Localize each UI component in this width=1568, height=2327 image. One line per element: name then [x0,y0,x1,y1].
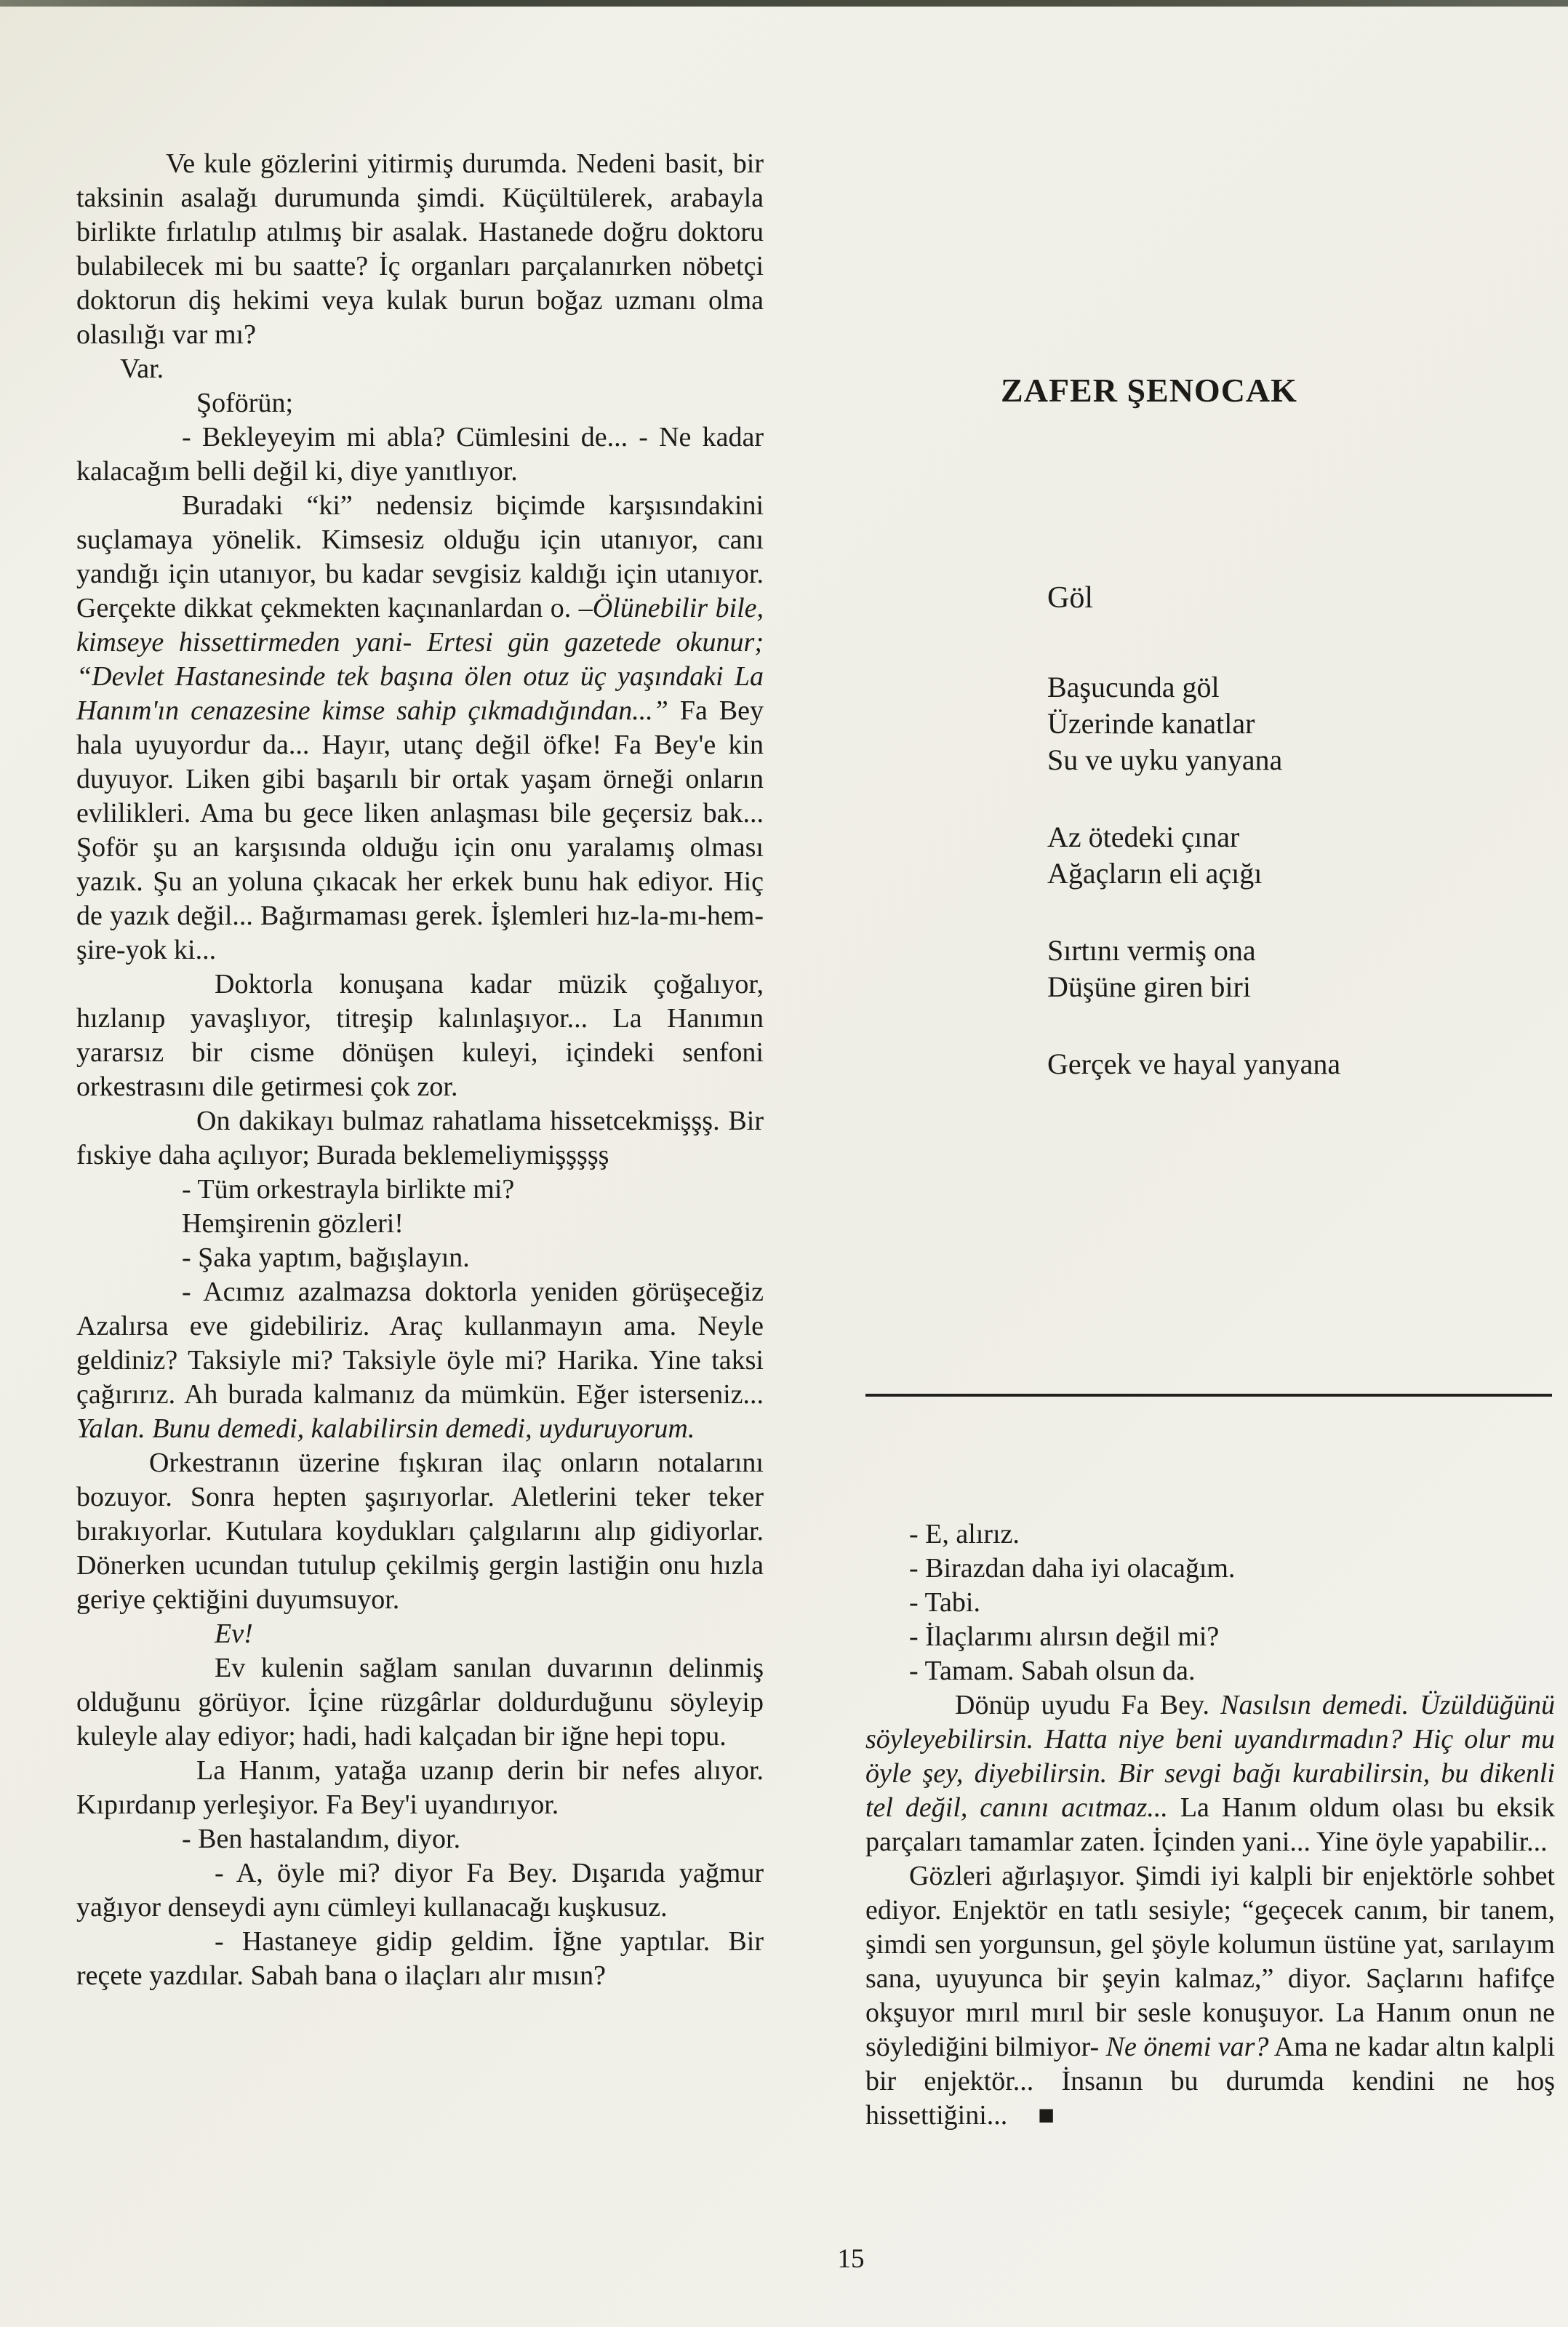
text-segment: - Acımız azalmazsa doktorla yeniden görüşeceğiz Azalırsa eve gidebiliriz. Araç kullanmayın ama. Neyle geldiniz? Taksiyle mi? Taksiyle öyle mi? Harika. Yine taksi çağırırız. Ah burada kalmanız da mümkün. Eğer isterseniz... [76,1277,764,1410]
paragraph [865,1620,1555,1654]
poem-stanza [1047,1046,1340,1082]
text-segment: Ev! [215,1618,253,1649]
text-segment: La Hanım, yatağa uzanıp derin bir nefes alıyor. Kıpırdanıp yerleşiyor. Fa Bey'i uyandırıyor. [76,1755,764,1820]
paragraph [76,1446,764,1617]
paragraph [76,1275,764,1446]
text-segment: Ne önemi var? [1105,2032,1269,2062]
paragraph [76,489,764,967]
paragraph [76,1617,764,1651]
poem-line: Su ve uyku yanyana [1047,743,1283,776]
paragraph [865,1586,1555,1620]
poem-title: Göl [1047,581,1093,615]
paragraph [76,1207,764,1241]
text-segment: –Ölünebilir bile, kimseye hissettirmeden yani- Ertesi gün gazetede okunur; “Devlet Hastanesinde tek başına ölen otuz üç yaşındaki La Hanım'ın cenazesine kimse sahip çıkmadığından...” [76,593,764,726]
text-segment: - Tamam. Sabah olsun da. [909,1656,1196,1686]
paragraph [865,1552,1555,1586]
poem-line: Başucunda göl [1047,671,1220,703]
text-segment: Doktorla konuşana kadar müzik çoğalıyor, hızlanıp yavaşlıyor, titreşip kalınlaşıyor... La Hanımın yararsız bir cisme dönüşen kuleyi, içindeki senfoni orkestrasını dile getirmesi çok zor. [76,969,764,1102]
poem-line: Üzerinde kanatlar [1047,707,1255,740]
text-segment: Orkestranın üzerine fışkıran ilaç onların notalarını bozuyor. Sonra hepten şaşırıyorlar. Aletlerini teker teker bırakıyorlar. Kutulara koydukları çalgılarını alıp gidiyorlar. Dönerken ucundan tutulup çekilmiş gergin lastiğin onu hızla geriye çektiğini duyumsuyor. [76,1448,764,1615]
text-segment: Yalan. Bunu demedi, kalabilirsin demedi, uyduruyorum. [76,1413,695,1444]
paragraph [865,1859,1555,2133]
paragraph [76,1925,764,1993]
text-segment: Nasılsın demedi. Üzüldüğünü söyleyebilirsin. Hatta niye beni uyandırmadın? Hiç olur mu öyle şey, diyebilirsin. Bir sevgi bağı kurabilirsin, bu dikenli tel değil, canını acıtmaz... [865,1690,1556,1823]
paragraph [865,1517,1555,1552]
text-segment: Şoförün; [196,388,293,418]
text-segment: Dönüp uyudu Fa Bey. [955,1690,1221,1720]
page-number: 15 [837,2244,865,2274]
text-segment: Var. [120,354,164,384]
text-segment: - A, öyle mi? diyor Fa Bey. Dışarıda yağmur yağıyor denseydi aynı cümleyi kullanacağı kuşkusuz. [76,1858,764,1923]
poem-stanza [1047,669,1340,778]
paragraph [76,420,764,489]
text-segment: Buradaki “ki” nedensiz biçimde karşısındakini suçlamaya yönelik. Kimsesiz olduğu için utanıyor, canı yandığı için utanıyor, bu kadar sevgisiz kaldığı için utanıyor. Gerçekte dikkat çekmekten kaçınanlardan o. [76,490,764,623]
paragraph [865,1654,1555,1688]
text-segment: On dakikayı bulmaz rahatlama hissetcekmişşş. Bir fıskiye daha açılıyor; Burada beklemeliymişşşşş [76,1106,764,1170]
left-text-column [76,147,764,1993]
paragraph [76,386,764,420]
text-segment: - Ben hastalandım, diyor. [182,1824,461,1854]
paragraph [865,1688,1555,1859]
poem-stanza [1047,933,1340,1005]
paragraph [76,1241,764,1275]
text-segment: - Tüm orkestrayla birlikte mi? [182,1174,515,1205]
poem-line: Az ötedeki çınar [1047,821,1240,853]
poem-line: Düşüne giren biri [1047,970,1251,1003]
text-segment: - Birazdan daha iyi olacağım. [909,1553,1236,1584]
text-segment: - E, alırız. [909,1519,1020,1549]
text-segment: - Bekleyeyim mi abla? Cümlesini de... - Ne kadar kalacağım belli değil ki, diye yanıtlıyor. [76,422,764,487]
paragraph [76,1856,764,1925]
paragraph [76,967,764,1104]
text-segment: Ve kule gözlerini yitirmiş durumda. Nedeni basit, bir taksinin asalağı durumunda şimdi. Küçültülerek, arabayla birlikte fırlatılıp atılmış bir asalak. Hastanede doğru doktoru bulabilecek mi bu saatte? İç organları parçalanırken nöbetçi doktorun diş hekimi veya kulak burun boğaz uzmanı olma olasılığı var mı? [76,148,764,350]
text-segment: - İlaçlarımı alırsın değil mi? [909,1621,1220,1652]
poem-line: Sırtını vermiş ona [1047,934,1256,967]
paragraph [76,1651,764,1754]
text-segment: - Tabi. [909,1587,980,1618]
paragraph [76,147,764,352]
text-segment: La Hanım oldum olası bu eksik parçaları tamamlar zaten. İçinden yani... Yine öyle yapabilir... [865,1792,1555,1857]
text-segment: - Şaka yaptım, bağışlayın. [182,1242,470,1273]
author-heading: ZAFER ŞENOCAK [1001,372,1297,409]
paragraph [76,1173,764,1207]
paragraph [76,1754,764,1822]
poem-line: Ağaçların eli açığı [1047,857,1263,890]
text-segment: Ev kulenin sağlam sanılan duvarının delinmiş olduğunu görüyor. İçine rüzgârlar doldurduğunu söyleyip kuleyle alay ediyor; hadi, hadi kalçadan bir iğne hepi topu. [76,1653,764,1752]
end-of-story-mark: ■ [1038,2100,1055,2131]
section-divider-rule [865,1394,1552,1397]
poem-body [1047,669,1340,1123]
poem-line: Gerçek ve hayal yanyana [1047,1047,1341,1080]
page-top-edge [0,0,1568,7]
right-text-column [865,1517,1555,2133]
text-segment: Ama ne kadar altın kalpli bir enjektör... İnsanın bu durumda kendini ne hoş hissettiğini... [865,2032,1556,2131]
text-segment: Hemşirenin gözleri! [182,1208,404,1239]
poem-stanza [1047,819,1340,892]
paragraph [76,352,764,386]
text-segment: Fa Bey hala uyuyordur da... Hayır, utanç değil öfke! Fa Bey'e kin duyuyor. Liken gibi başarılı bir ortak yaşam örneği onların evlilikleri. Ama bu gece liken anlaşması bile geçersiz bak... Şoför şu an karşısında olduğu için onu yaralamış olması yazık. Şu an yoluna çıkacak her erkek bunu hak ediyor. Hiç de yazık değil... Bağırmaması gerek. İşlemleri hız-la-mı-hem-şire-yok ki... [76,695,764,965]
text-segment: - Hastaneye gidip geldim. İğne yaptılar. Bir reçete yazdılar. Sabah bana o ilaçları alır mısın? [76,1926,764,1991]
text-segment: Gözleri ağırlaşıyor. Şimdi iyi kalpli bir enjektörle sohbet ediyor. Enjektör en tatlı sesiyle; “geçecek canım, bir tanem, şimdi sen yorgunsun, gel şöyle kolumun üstüne yat, sarılayım sana, uyuyunca bir şeyin kalmaz,” diyor. Saçlarını hafifçe okşuyor mırıl mırıl bir sesle konuşuyor. La Hanım onun ne söylediğini bilmiyor- [865,1861,1555,2062]
paragraph [76,1822,764,1856]
paragraph [76,1104,764,1173]
